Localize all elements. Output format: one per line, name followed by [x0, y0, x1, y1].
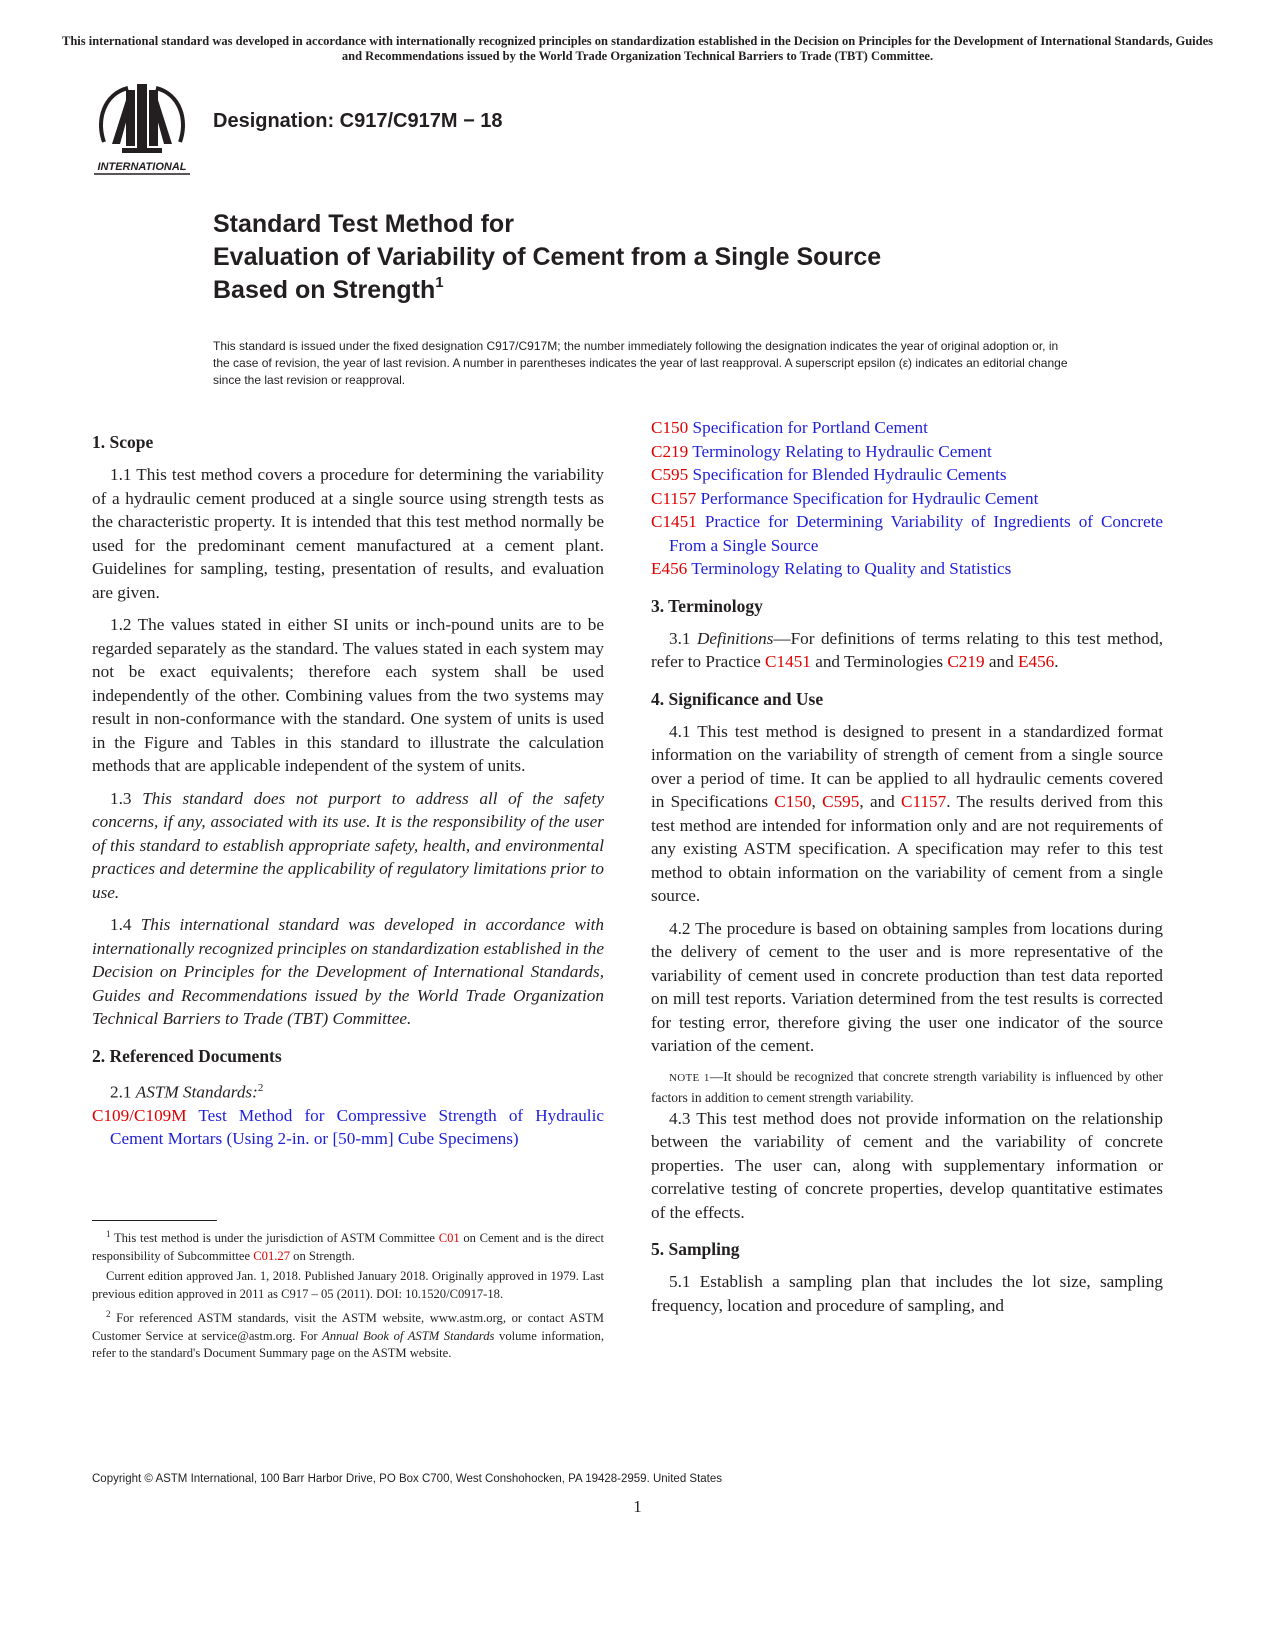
footnotes [92, 1226, 604, 1366]
ref-link-c219[interactable] [651, 440, 1163, 464]
astm-standards-label [92, 1077, 604, 1104]
ref-title[interactable]: Test Method for Compressive Strength of Hydraulic Cement Mortars (Using 2-in. or [50-mm] Cube Specimens) [110, 1105, 604, 1149]
title-line-3-text: Based on Strength [213, 276, 436, 304]
astm-standards-mark: 2 [257, 1081, 264, 1094]
sampling-heading: 5. Sampling [651, 1239, 740, 1259]
issued-note: This standard is issued under the fixed designation C917/C917M; the number immediately following the designation indicates the year of original adoption or, in the case of revision, the year of last revision. A number in parentheses indicates the year of last reapproval. A superscript epsilon (ε) indicates an editorial change since the last revision or reapproval. [213, 339, 1068, 387]
scope-1-1: 1.1 This test method covers a procedure for determining the variability of a hydraulic cement produced at a single source using strength tests as the characteristic property. It is intended that this test method normally be used for the predominant cement manufactured at a cement plant. Guidelines for sampling, testing, presentation of results, and evaluation are given. [92, 465, 604, 602]
terminology-num: 3.1 [669, 628, 691, 648]
scope-1-4-text: This international standard was developed in accordance with internationally recognized principles on standardization established in the Decision on Principles for the Development of International Standards, Guides and Recommendations issued by the World Trade Organization Technical Barriers to Trade (TBT) Committee. [92, 915, 604, 1028]
note-label: NOTE 1 [669, 1071, 710, 1084]
scope-1-3-num: 1.3 [110, 788, 132, 808]
scope-1-4-num: 1.4 [110, 915, 132, 934]
significance-text: , [811, 792, 816, 811]
cite-c595[interactable]: C595 [822, 792, 860, 811]
terminology-text: and [988, 652, 1014, 671]
ref-title[interactable]: Practice for Determining Variability of Ingredients of Concrete From a Single Source [669, 512, 1163, 555]
note-text: —It should be recognized that concrete strength variability is influenced by other factors in addition to cement strength variability. [651, 1068, 1163, 1105]
astm-international-logo [92, 80, 192, 178]
significance-4-3: 4.3 This test method does not provide information on the relationship between the variability of cement and the variability of concrete properties. The user can, along with supplementary information or correlative testing of concrete properties, develop quantitative estimates of the effects. [651, 1108, 1163, 1222]
footnote-text: on Strength. [293, 1248, 355, 1263]
ref-code[interactable]: C595 [651, 465, 689, 484]
significance-4-1 [651, 720, 1163, 908]
cite-c150[interactable]: C150 [774, 792, 812, 811]
scope-1-3 [92, 787, 604, 905]
ref-link-c150[interactable] [651, 416, 1163, 440]
ref-link-c1451[interactable] [651, 510, 1163, 557]
footnote-1-mark: 1 [106, 1229, 111, 1239]
scope-1-3-text: This standard does not purport to address all of the safety concerns, if any, associated with its use. It is the responsibility of the user of this standard to establish appropriate safety, health, and environmental practices and determine the applicability of regulatory limitations prior to use. [92, 788, 605, 902]
ref-link-e456[interactable] [651, 557, 1163, 581]
ref-code[interactable]: C1157 [651, 488, 697, 508]
cite-c01-27[interactable]: C01.27 [253, 1248, 291, 1263]
significance-text: , and [859, 792, 895, 811]
definitions-label: Definitions [697, 628, 774, 648]
ref-code[interactable]: C150 [651, 418, 689, 437]
right-column [651, 416, 1163, 1326]
ref-code[interactable]: C109/C109M [92, 1105, 187, 1125]
ref-title[interactable]: Specification for Portland Cement [692, 418, 928, 437]
title-line-2: Evaluation of Variability of Cement from a Single Source [213, 243, 882, 271]
logo-text: INTERNATIONAL [97, 161, 187, 173]
terminology-text: . [1054, 652, 1059, 671]
footnote-1-edition: Current edition approved Jan. 1, 2018. Published January 2018. Originally approved in 1979. Last previous edition approved in 2011 as C917 – 05 (2011). DOI: 10.1520/C0917-18. [92, 1269, 604, 1301]
terminology-3-1 [651, 627, 1163, 674]
footnote-2-mark: 2 [106, 1309, 111, 1320]
ref-title[interactable]: Specification for Blended Hydraulic Cements [692, 465, 1007, 484]
footnote-2 [92, 1306, 604, 1363]
scope-1-4 [92, 913, 604, 1031]
footnote-italic: Annual Book of ASTM Standards [322, 1328, 495, 1343]
ref-title[interactable]: Performance Specification for Hydraulic Cement [700, 488, 1039, 508]
footnote-text: volume information, refer to the standard's Document Summary page on the ASTM website. [92, 1328, 604, 1361]
scope-heading: 1. Scope [92, 432, 154, 452]
ref-link-c109[interactable] [92, 1104, 604, 1151]
astm-standards-num: 2.1 [110, 1082, 132, 1102]
title-footnote-mark: 1 [435, 274, 444, 291]
left-column [92, 430, 604, 1151]
cite-c1451[interactable]: C1451 [765, 652, 811, 671]
ref-title[interactable]: Terminology Relating to Hydraulic Cement [692, 441, 992, 461]
tbt-notice: This international standard was developed in accordance with internationally recognized principles on standardization established in the Decision on Principles for the Development of International Standards, Guides and Recommendations issued by the World Trade Organization Technical Barriers to Trade (TBT) Committee. [62, 34, 1213, 63]
referenced-heading: 2. Referenced Documents [92, 1045, 282, 1066]
footnote-text: This test method is under the jurisdiction of ASTM Committee [113, 1231, 436, 1246]
terminology-text: —For definitions of terms relating to this test method, refer to Practice [651, 628, 1163, 671]
ref-code[interactable]: C219 [651, 441, 689, 461]
title-line-3 [213, 274, 1113, 307]
ref-link-c1157[interactable] [651, 487, 1163, 511]
footnote-1 [92, 1226, 604, 1265]
footnote-text: on Cement and is the direct responsibility of Subcommittee [92, 1231, 604, 1263]
designation: Designation: C917/C917M − 18 [213, 110, 503, 132]
ref-code[interactable]: C1451 [651, 512, 697, 531]
ref-title[interactable]: Terminology Relating to Quality and Statistics [691, 559, 1012, 578]
significance-text: 4.1 This test method is designed to present in a standardized format information on the variability of strength of cement from a single source over a period of time. It can be applied to all hydraulic cements covered in Specifications [651, 721, 1163, 811]
significance-text: . The results derived from this test method are intended for information only and are not requirements of any existing ASTM specification. A specification may refer to this test method to obtain information on the variability of cement from a single source. [651, 792, 1163, 905]
astm-standards-text: ASTM Standards: [135, 1082, 258, 1102]
terminology-heading: 3. Terminology [651, 595, 763, 616]
scope-1-2: 1.2 The values stated in either SI units or inch-pound units are to be regarded separately as the standard. The values stated in each system may not be exact equivalents; therefore each system shall be used independently of the other. Combining values from the two systems may result in non-conformance with the standard. One system of units is used in the Figure and Tables in this standard to illustrate the calculation methods that are applicable independent of the system of units. [92, 615, 604, 775]
copyright: Copyright © ASTM International, 100 Barr Harbor Drive, PO Box C700, West Conshohocken, PA 19428-2959. United States [92, 1473, 723, 1485]
cite-e456[interactable]: E456 [1018, 652, 1055, 671]
page-number: 1 [633, 1497, 642, 1516]
document-title [213, 208, 1113, 307]
note-1 [651, 1067, 1163, 1107]
ref-code[interactable]: E456 [651, 559, 688, 578]
cite-c1157[interactable]: C1157 [901, 792, 947, 811]
footnote-rule [92, 1220, 217, 1221]
sampling-5-1: 5.1 Establish a sampling plan that includes the lot size, sampling frequency, location and procedure of sampling, and [651, 1272, 1163, 1315]
cite-c01[interactable]: C01 [438, 1231, 460, 1246]
title-line-1: Standard Test Method for [213, 210, 514, 238]
ref-link-c595[interactable] [651, 463, 1163, 487]
footnote-text: For referenced ASTM standards, visit the ASTM website, www.astm.org, or contact ASTM Customer Service at service@astm.org. For [92, 1311, 604, 1343]
significance-4-2: 4.2 The procedure is based on obtaining samples from locations during the delivery of cement to the user and is more representative of the variability of cement used in concrete production than test data reported on mill test reports. Variation determined from the test results is corrected for testing error, therefore giving the user one indicator of the source variation of the cement. [651, 918, 1163, 1055]
terminology-text: and Terminologies [815, 652, 944, 671]
significance-heading: 4. Significance and Use [651, 688, 824, 709]
cite-c219[interactable]: C219 [947, 652, 985, 671]
